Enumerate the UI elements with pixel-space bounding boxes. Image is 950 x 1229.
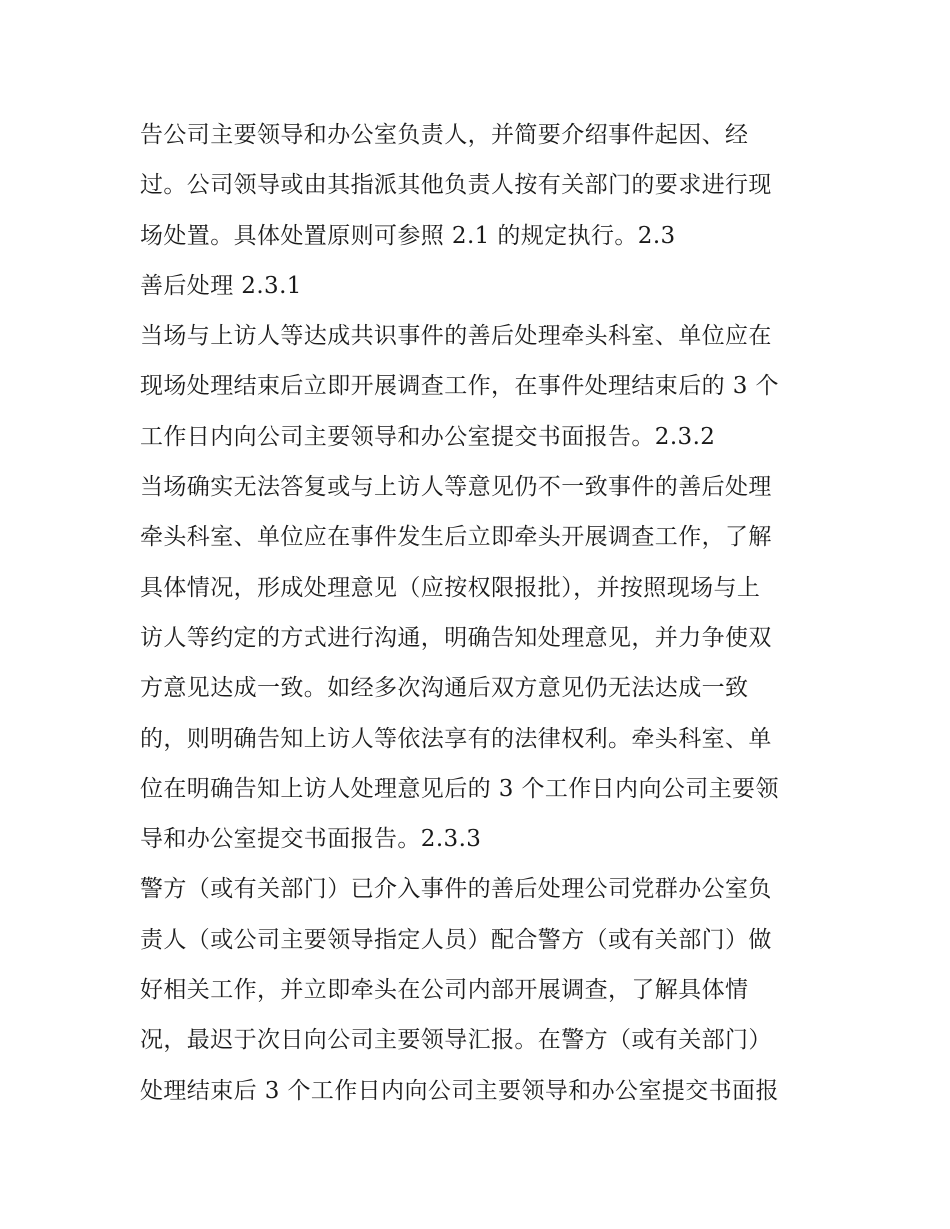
text-line: 牵头科室、单位应在事件发生后立即牵头开展调查工作，了解 bbox=[140, 524, 772, 551]
text-line: 导和办公室提交书面报告。2.3.3 bbox=[140, 826, 482, 853]
text-line: 场处置。具体处置原则可参照 2.1 的规定执行。2.3 bbox=[140, 222, 676, 249]
text-line: 方意见达成一致。如经多次沟通后双方意见仍无法达成一致 bbox=[140, 675, 749, 702]
text-line: 况，最迟于次日向公司主要领导汇报。在警方（或有关部门） bbox=[140, 1027, 772, 1054]
text-line: 责人（或公司主要领导指定人员）配合警方（或有关部门）做 bbox=[140, 926, 772, 953]
text-line: 好相关工作，并立即牵头在公司内部开展调查，了解具体情 bbox=[140, 977, 749, 1004]
body-text bbox=[140, 110, 820, 1116]
text-line: 警方（或有关部门）已介入事件的善后处理公司党群办公室负 bbox=[140, 876, 772, 903]
text-line: 工作日内向公司主要领导和办公室提交书面报告。2.3.2 bbox=[140, 423, 716, 450]
text-line: 处理结束后 3 个工作日内向公司主要领导和办公室提交书面报 bbox=[140, 1077, 779, 1104]
text-line: 位在明确告知上访人处理意见后的 3 个工作日内向公司主要领 bbox=[140, 775, 779, 802]
text-line: 告公司主要领导和办公室负责人，并简要介绍事件起因、经 bbox=[140, 122, 749, 148]
text-line: 具体情况，形成处理意见（应按权限报批），并按照现场与上 bbox=[140, 574, 761, 601]
text-line: 过。公司领导或由其指派其他负责人按有关部门的要求进行现 bbox=[140, 172, 772, 199]
text-line: 当场与上访人等达成共识事件的善后处理牵头科室、单位应在 bbox=[140, 323, 772, 350]
section-heading-line: 善后处理 2.3.1 bbox=[140, 272, 302, 299]
text-line: 的，则明确告知上访人等依法享有的法律权利。牵头科室、单 bbox=[140, 725, 772, 752]
text-line: 访人等约定的方式进行沟通，明确告知处理意见，并力争使双 bbox=[140, 624, 772, 651]
text-line: 当场确实无法答复或与上访人等意见仍不一致事件的善后处理 bbox=[140, 474, 772, 501]
text-line: 现场处理结束后立即开展调查工作，在事件处理结束后的 3 个 bbox=[140, 373, 779, 400]
